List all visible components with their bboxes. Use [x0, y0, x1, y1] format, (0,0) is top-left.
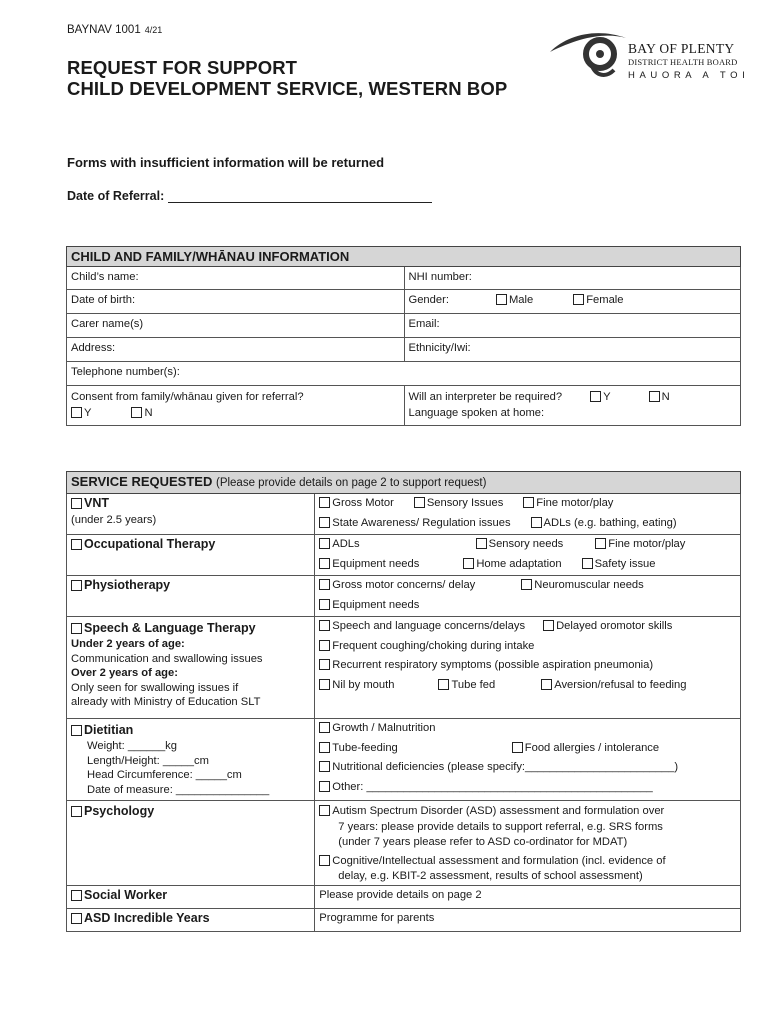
head-circumference-field[interactable]: Head Circumference: _____cm — [87, 769, 242, 781]
physio-checkbox[interactable] — [71, 580, 82, 591]
weight-field[interactable]: Weight: ______kg — [87, 740, 177, 752]
service-row-social-worker: Social Worker Please provide details on page 2 — [67, 885, 741, 908]
vnt-adls-checkbox[interactable] — [531, 517, 542, 528]
logo-subtitle: DISTRICT HEALTH BOARD — [628, 57, 738, 67]
ot-equipment-checkbox[interactable] — [319, 558, 330, 569]
notice: Forms with insufficient information will be returned — [67, 155, 385, 170]
social-worker-checkbox[interactable] — [71, 890, 82, 901]
service-row-psychology: Psychology Autism Spectrum Disorder (ASD) assessment and formulation over 7 years: please provide details to support referral, e.g. SRS forms (under 7 years please refer to ASD co-ordinator for MDAT) Cognitive/Intellectual assessment and formulation (incl. evidence of delay, e.g. KBIT-2 assessment, results of school assessment) — [67, 801, 741, 886]
length-field[interactable]: Length/Height: _____cm — [87, 754, 209, 767]
service-row-slt: Speech & Language Therapy Under 2 years of age: Communication and swallowing issues Over 2 years of age: Only seen for swallowing issues if already with Ministry of Education SLT Speech and language concerns/delays Delayed oromotor skills Frequent coughing/choking during intake Recurrent respiratory symptoms (possible aspiration pneumonia) Nil by mouth Tube fed Aversion/refusal to feeding — [67, 617, 741, 719]
male-checkbox[interactable] — [496, 294, 507, 305]
page-title: REQUEST FOR SUPPORT CHILD DEVELOPMENT SERVICE, WESTERN BOP — [67, 57, 508, 99]
ot-adls-checkbox[interactable] — [319, 538, 330, 549]
diet-allergy-checkbox[interactable] — [512, 742, 523, 753]
slt-tube-fed-checkbox[interactable] — [438, 679, 449, 690]
ot-safety-checkbox[interactable] — [582, 558, 593, 569]
service-row-vnt: VNT (under 2.5 years) Gross Motor Sensory Issues Fine motor/play State Awareness/ Regulation issues ADLs (e.g. bathing, eating) — [67, 494, 741, 535]
slt-aversion-checkbox[interactable] — [541, 679, 552, 690]
consent-field: Consent from family/whānau given for referral? Y N — [67, 386, 405, 426]
logo-maori: HAUORA A TOI — [628, 70, 750, 81]
vnt-fine-motor-checkbox[interactable] — [523, 497, 534, 508]
psych-cognitive-checkbox[interactable] — [319, 855, 330, 866]
service-section-title: SERVICE REQUESTED — [71, 474, 213, 489]
service-row-dietitian: Dietitian Weight: ______kg Length/Height: _____cm Head Circumference: _____cm Date of measure: _______________ Growth / Malnutrition Tube-feeding Food allergies / intolerance Nutritional deficiencies (please specify:________________________) Other: ______________________________________________ — [67, 719, 741, 801]
telephone-field[interactable]: Telephone number(s): — [67, 362, 741, 386]
form-version: 4/21 — [144, 25, 163, 35]
ot-sensory-checkbox[interactable] — [476, 538, 487, 549]
logo-name: BAY OF PLENTY — [628, 41, 735, 56]
childs-name-field[interactable]: Child’s name: — [67, 267, 405, 290]
slt-nil-by-mouth-checkbox[interactable] — [319, 679, 330, 690]
form-code: BAYNAV 1001 4/21 — [67, 24, 163, 36]
date-of-referral: Date of Referral: — [67, 189, 432, 203]
language-field[interactable]: Language spoken at home: — [408, 407, 545, 419]
psych-asd-checkbox[interactable] — [319, 805, 330, 816]
diet-other-checkbox[interactable] — [319, 781, 330, 792]
vnt-gross-motor-checkbox[interactable] — [319, 497, 330, 508]
interpreter-no-checkbox[interactable] — [649, 391, 660, 402]
slt-oromotor-checkbox[interactable] — [543, 620, 554, 631]
asd-incredible-years-checkbox[interactable] — [71, 913, 82, 924]
email-field[interactable]: Email: — [404, 314, 741, 338]
slt-checkbox[interactable] — [71, 623, 82, 634]
dietitian-checkbox[interactable] — [71, 725, 82, 736]
date-of-referral-field[interactable] — [168, 190, 432, 203]
interpreter-yes-checkbox[interactable] — [590, 391, 601, 402]
service-table — [66, 471, 741, 932]
physio-gross-motor-checkbox[interactable] — [319, 579, 330, 590]
consent-no-checkbox[interactable] — [131, 407, 142, 418]
child-info-table — [66, 246, 741, 426]
diet-tube-checkbox[interactable] — [319, 742, 330, 753]
vnt-state-checkbox[interactable] — [319, 517, 330, 528]
dob-field[interactable]: Date of birth: — [67, 290, 405, 314]
nhi-field[interactable]: NHI number: — [404, 267, 741, 290]
slt-coughing-checkbox[interactable] — [319, 640, 330, 651]
service-row-physio: Physiotherapy Gross motor concerns/ delay Neuromuscular needs Equipment needs — [67, 576, 741, 617]
diet-deficiency-checkbox[interactable] — [319, 761, 330, 772]
service-section-note: (Please provide details on page 2 to support request) — [215, 477, 487, 489]
physio-neuro-checkbox[interactable] — [521, 579, 532, 590]
psychology-checkbox[interactable] — [71, 806, 82, 817]
gender-field: Gender: Male Female — [404, 290, 741, 314]
female-checkbox[interactable] — [573, 294, 584, 305]
vnt-sensory-checkbox[interactable] — [414, 497, 425, 508]
service-row-ot: Occupational Therapy ADLs Sensory needs Fine motor/play Equipment needs Home adaptation Safety issue — [67, 535, 741, 576]
ot-home-checkbox[interactable] — [463, 558, 474, 569]
interpreter-field: Will an interpreter be required? Y N Language spoken at home: — [404, 386, 741, 426]
measure-date-field[interactable]: Date of measure: _______________ — [87, 783, 270, 796]
slt-respiratory-checkbox[interactable] — [319, 659, 330, 670]
consent-yes-checkbox[interactable] — [71, 407, 82, 418]
child-section-title: CHILD AND FAMILY/WHĀNAU INFORMATION — [67, 247, 741, 267]
address-field[interactable]: Address: — [67, 338, 405, 362]
physio-equipment-checkbox[interactable] — [319, 599, 330, 610]
vnt-checkbox[interactable] — [71, 498, 82, 509]
diet-growth-checkbox[interactable] — [319, 722, 330, 733]
ot-fine-motor-checkbox[interactable] — [595, 538, 606, 549]
slt-speech-checkbox[interactable] — [319, 620, 330, 631]
carer-field[interactable]: Carer name(s) — [67, 314, 405, 338]
ethnicity-field[interactable]: Ethnicity/Iwi: — [404, 338, 741, 362]
service-row-asd-incredible-years: ASD Incredible Years Programme for parents — [67, 908, 741, 931]
ot-checkbox[interactable] — [71, 539, 82, 550]
